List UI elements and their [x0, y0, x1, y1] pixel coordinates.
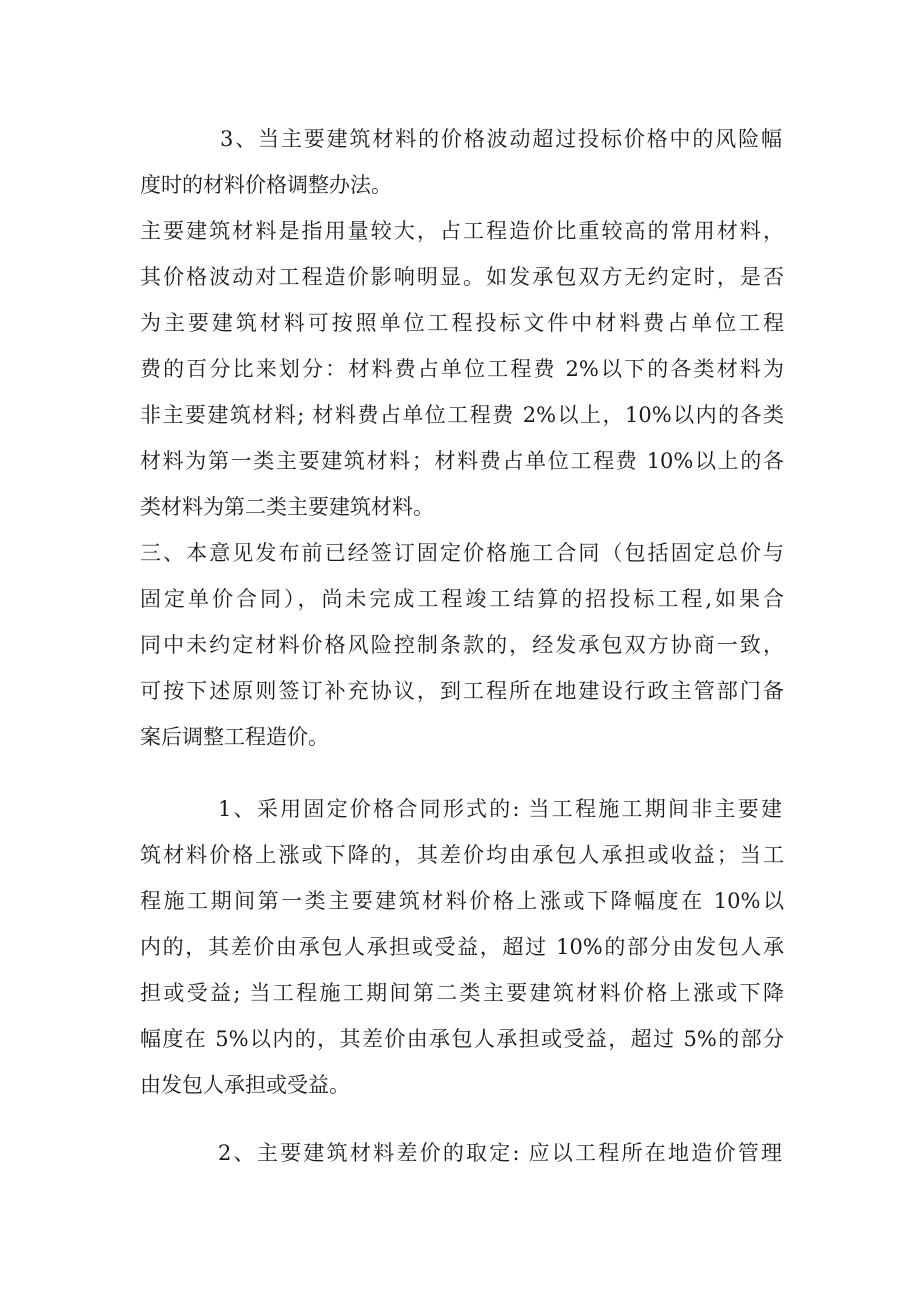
paragraph-line: 同中未约定材料价格风险控制条款的，经发承包双方协商一致，	[140, 633, 784, 657]
paragraph-line: 筑材料价格上涨或下降的，其差价均由承包人承担或收益；当工	[140, 843, 784, 867]
paragraph-line: 材料为第一类主要建筑材料；材料费占单位工程费 10%以上的各	[140, 449, 784, 473]
paragraph-line: 由发包人承担或受益。	[140, 1073, 350, 1097]
paragraph-line: 1、采用固定价格合同形式的: 当工程施工期间非主要建	[218, 797, 782, 821]
paragraph-line: 主要建筑材料是指用量较大，占工程造价比重较高的常用材料，	[140, 219, 784, 243]
paragraph-line: 案后调整工程造价。	[140, 725, 329, 749]
paragraph-line: 固定单价合同），尚未完成工程竣工结算的招投标工程,如果合	[140, 587, 784, 611]
paragraph-line: 类材料为第二类主要建筑材料。	[140, 495, 434, 519]
paragraph-line: 幅度在 5%以内的，其差价由承包人承担或受益，超过 5%的部分	[140, 1027, 784, 1051]
paragraph-line: 三、本意见发布前已经签订固定价格施工合同（包括固定总价与	[140, 541, 784, 565]
paragraph-line: 程施工期间第一类主要建筑材料价格上涨或下降幅度在 10%以	[140, 889, 784, 913]
paragraph-line: 担或受益; 当工程施工期间第二类主要建筑材料价格上涨或下降	[140, 981, 784, 1005]
paragraph-line: 其价格波动对工程造价影响明显。如发承包双方无约定时，是否	[140, 265, 784, 289]
paragraph-line: 内的，其差价由承包人承担或受益，超过 10%的部分由发包人承	[140, 935, 784, 959]
paragraph-line: 非主要建筑材料; 材料费占单位工程费 2%以上，10%以内的各类	[140, 403, 784, 427]
paragraph-line: 3、当主要建筑材料的价格波动超过投标价格中的风险幅	[220, 127, 782, 151]
paragraph-line: 为主要建筑材料可按照单位工程投标文件中材料费占单位工程	[140, 311, 784, 335]
paragraph-line: 度时的材料价格调整办法。	[140, 173, 392, 197]
paragraph-line: 费的百分比来划分：材料费占单位工程费 2%以下的各类材料为	[140, 357, 784, 381]
paragraph-line: 可按下述原则签订补充协议，到工程所在地建设行政主管部门备	[140, 679, 784, 703]
paragraph-line: 2、主要建筑材料差价的取定: 应以工程所在地造价管理	[218, 1141, 782, 1165]
